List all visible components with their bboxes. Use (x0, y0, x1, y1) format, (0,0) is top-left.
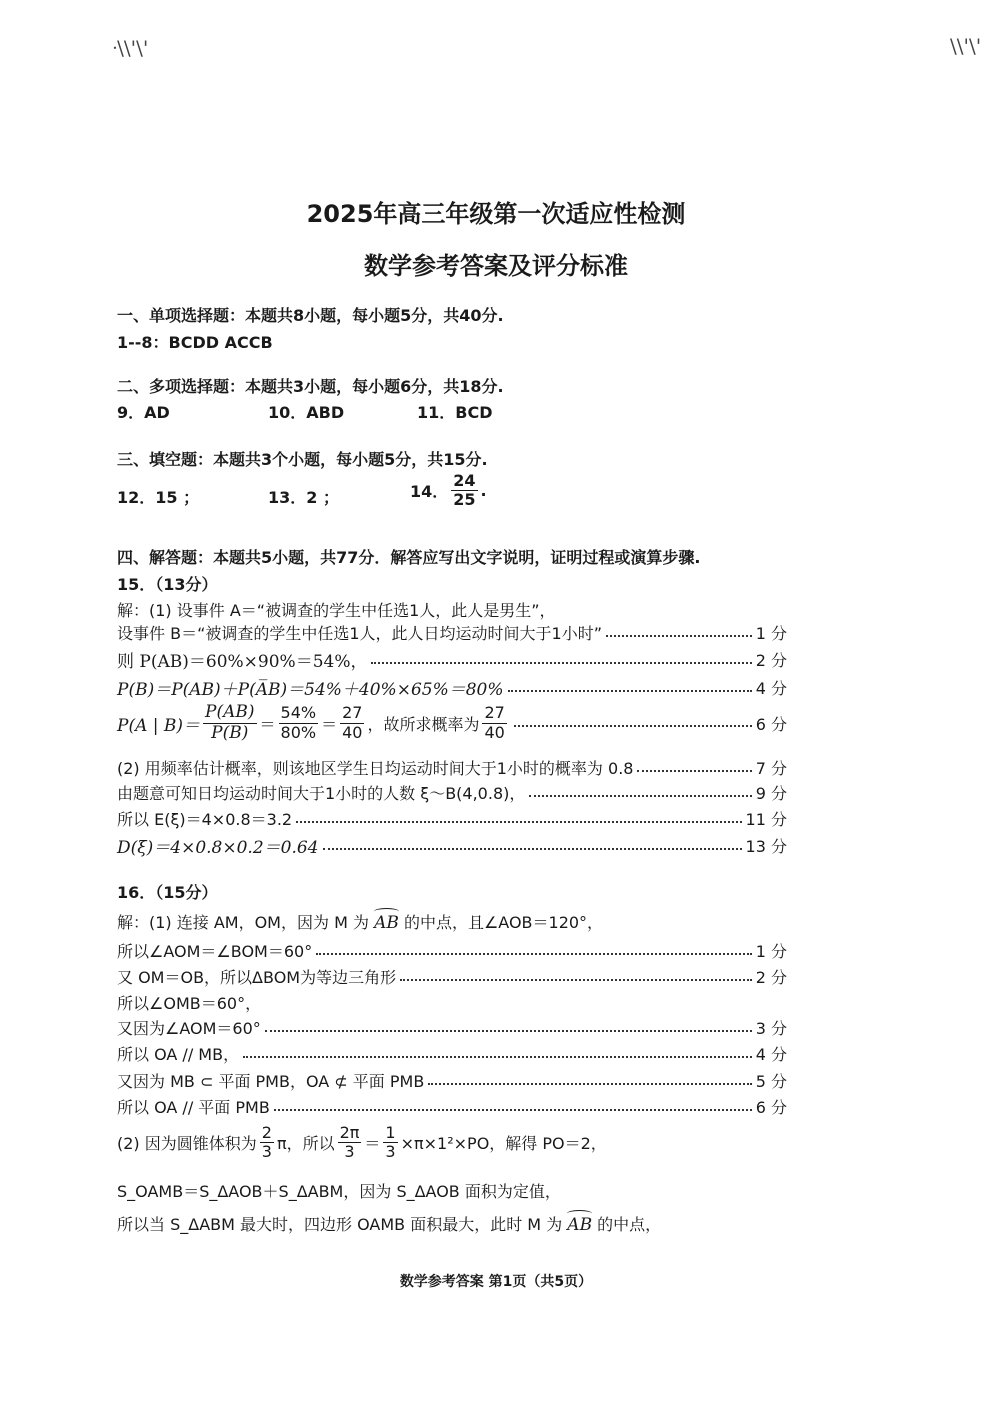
q16-row-2 (117, 939, 787, 962)
leader-dots (296, 821, 741, 823)
q15-line-7: 由题意可知日均运动时间大于1小时的人数 ξ～B(4,0.8)， (117, 784, 526, 803)
q15-line-8: 所以 E(ξ)＝4×0.8＝3.2 (117, 810, 293, 829)
q16-line-9 (117, 1124, 607, 1162)
leader-dots (428, 1083, 751, 1085)
q16-row-3 (117, 965, 787, 988)
section-4-heading: 四、解答题：本题共5小题，共77分．解答应写出文字说明，证明过程或演算步骤. (117, 548, 701, 567)
q16-points-7: 5 分 (755, 1072, 787, 1091)
fraction-denominator: 3 (344, 1142, 355, 1162)
q16-fraction-1 (260, 1124, 274, 1162)
q15-points-5: 6 分 (755, 714, 787, 734)
arc-ab: AB (374, 913, 399, 933)
q16-points-2: 1 分 (755, 942, 787, 961)
section-3-heading: 三、填空题：本题共3个小题，每小题5分，共15分. (117, 450, 488, 469)
q15-points-9: 13 分 (745, 837, 787, 856)
leader-dots (529, 795, 751, 797)
document-title: 2025年高三年级第一次适应性检测 (306, 200, 686, 228)
equals-sign: ＝ (321, 714, 338, 734)
answer-9: 9．AD (117, 403, 170, 422)
q15-points-4: 4 分 (755, 679, 787, 698)
q15-row-2 (117, 621, 787, 644)
q16-line-9-pre: (2) 因为圆锥体积为 (117, 1134, 257, 1154)
answer-10: 10．ABD (268, 403, 345, 422)
q15-points-6: 7 分 (755, 759, 787, 778)
leader-dots (323, 848, 742, 850)
q15-line-9: D(ξ)＝4×0.8×0.2＝0.64 (117, 838, 319, 858)
q16-line-1-post: 的中点，且∠AOB＝120°， (403, 913, 604, 932)
answer-12: 12．15 ； (117, 488, 200, 507)
answer-14-denominator: 25 (453, 490, 476, 510)
answer-14-label: 14． (410, 482, 449, 502)
q16-line-11-pre: 所以当 S_ΔABM 最大时，四边形 OAMB 面积最大，此时 M 为 (117, 1215, 563, 1234)
q15-fraction-4 (482, 704, 506, 742)
q15-fraction-1 (203, 703, 256, 743)
leader-dots (637, 770, 751, 772)
fraction-numerator: 1 (385, 1123, 396, 1142)
leader-dots (265, 1030, 752, 1032)
q15-row-7 (117, 781, 787, 804)
q16-line-9-mid: π，所以 (276, 1134, 335, 1154)
answer-14-end: . (480, 481, 487, 501)
q16-row-5 (117, 1016, 787, 1039)
answer-14-fraction (451, 472, 477, 510)
q15-line-5-mid: ，故所求概率为 (367, 714, 480, 734)
q15-points-8: 11 分 (745, 810, 787, 829)
q16-line-3: 又 OM＝OB，所以ΔBOM为等边三角形 (117, 968, 397, 987)
q15-points-7: 9 分 (755, 784, 787, 803)
section-2-heading: 二、多项选择题：本题共3小题，每小题6分，共18分. (117, 377, 504, 396)
q16-points-5: 3 分 (755, 1019, 787, 1038)
scan-mark-right: \\'\' (950, 34, 982, 58)
q15-row-8 (117, 807, 787, 830)
q16-line-4: 所以∠OMB＝60°， (117, 994, 262, 1013)
equals-sign: ＝ (259, 714, 276, 734)
q16-line-1 (117, 910, 603, 933)
q16-points-3: 2 分 (755, 968, 787, 987)
fraction-numerator: 27 (484, 703, 505, 723)
answer-13: 13．2 ； (268, 488, 339, 507)
answer-14 (410, 472, 487, 510)
q15-row-4 (117, 675, 787, 700)
leader-dots (316, 953, 752, 955)
fraction-numerator: 2π (339, 1123, 360, 1142)
fraction-numerator: 27 (342, 703, 363, 723)
answer-11: 11．BCD (417, 403, 493, 422)
q16-row-6 (117, 1042, 787, 1065)
q15-points-2: 1 分 (755, 624, 787, 643)
q16-row-8 (117, 1095, 787, 1118)
q15-row-6 (117, 756, 787, 779)
equals-sign: ＝ (364, 1134, 381, 1154)
leader-dots (274, 1109, 752, 1111)
section-1-heading: 一、单项选择题：本题共8小题，每小题5分，共40分. (117, 306, 504, 325)
fraction-denominator: 40 (484, 722, 505, 742)
q16-line-8: 所以 OA // 平面 PMB (117, 1098, 270, 1117)
q16-label: 16．（15分） (117, 883, 218, 902)
q15-line-6: (2) 用频率估计概率，则该地区学生日均运动时间大于1小时的概率为 0.8 (117, 759, 634, 778)
q15-row-9 (117, 833, 787, 858)
leader-dots (606, 635, 752, 637)
q16-line-7: 又因为 MB ⊂ 平面 PMB，OA ⊄ 平面 PMB (117, 1072, 425, 1091)
fraction-denominator: 40 (342, 722, 363, 742)
q16-points-6: 4 分 (755, 1045, 787, 1064)
q15-line-3: 则 P(AB)＝60%×90%＝54%， (117, 652, 368, 672)
q16-line-10: S_OAMB＝S_ΔAOB＋S_ΔABM，因为 S_ΔAOB 面积为定值， (117, 1182, 561, 1201)
fraction-numerator: 2 (261, 1123, 272, 1142)
fraction-denominator: 3 (385, 1142, 396, 1162)
q16-line-6: 所以 OA // MB， (117, 1045, 240, 1064)
q16-line-2: 所以∠AOM＝∠BOM＝60° (117, 942, 313, 961)
leader-dots (508, 690, 752, 692)
q16-line-11-post: 的中点， (597, 1215, 662, 1234)
fraction-numerator: P(AB) (205, 702, 255, 722)
q16-fraction-2 (338, 1124, 362, 1162)
q16-line-1-pre: 解：(1) 连接 AM，OM，因为 M 为 (117, 913, 369, 932)
leader-dots (243, 1056, 752, 1058)
q15-row-5 (117, 703, 787, 743)
q16-row-7 (117, 1069, 787, 1092)
fraction-numerator: 54% (280, 703, 317, 723)
leader-dots (371, 662, 751, 664)
fraction-denominator: 80% (280, 722, 317, 742)
q15-fraction-3 (340, 704, 364, 742)
q16-points-8: 6 分 (755, 1098, 787, 1117)
q15-points-3: 2 分 (755, 651, 787, 670)
scan-mark-left: ᐧ\\'\' (112, 36, 149, 60)
section-1-answers: 1--8：BCDD ACCB (117, 333, 273, 352)
document-subtitle: 数学参考答案及评分标准 (364, 252, 628, 280)
fraction-denominator: P(B) (211, 722, 249, 743)
q15-line-1: 解：(1) 设事件 A＝“被调查的学生中任选1人，此人是男生”， (117, 601, 556, 620)
q16-fraction-3 (383, 1124, 397, 1162)
leader-dots (400, 979, 752, 981)
page-footer: 数学参考答案 第1页（共5页） (399, 1274, 593, 1290)
q15-label: 15．（13分） (117, 575, 218, 594)
q16-line-5: 又因为∠AOM＝60° (117, 1019, 261, 1038)
q15-line-5-pre: P(A | B)＝ (117, 715, 201, 736)
q16-line-9-post: ×π×1²×PO，解得 PO＝2， (400, 1134, 607, 1154)
leader-dots (514, 725, 752, 727)
q16-line-11 (117, 1212, 661, 1235)
q15-row-3 (117, 647, 787, 672)
q15-line-4: P(B)＝P(AB)＋P(A̅B)＝54%＋40%×65%＝80% (117, 680, 504, 700)
q15-line-2: 设事件 B＝“被调查的学生中任选1人，此人日均运动时间大于1小时” (117, 624, 603, 643)
fraction-denominator: 3 (261, 1142, 272, 1162)
answer-14-numerator: 24 (453, 471, 476, 490)
arc-ab: AB (567, 1215, 593, 1235)
q15-fraction-2 (279, 704, 319, 742)
